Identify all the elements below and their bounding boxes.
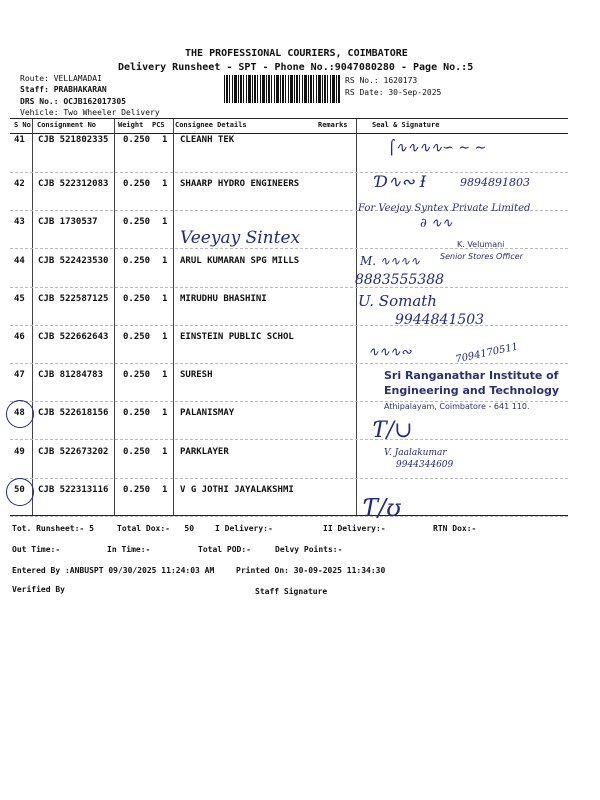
cell-sno: 41 — [14, 135, 25, 145]
cell-name: SURESH — [180, 370, 213, 381]
cell-cons: CJB 522662643 — [38, 332, 109, 342]
col-weight: Weight — [118, 121, 144, 129]
runsheet-subtitle: Delivery Runsheet - SPT - Phone No.:9047080280 - Page No.:5 — [118, 62, 474, 73]
cell-pcs: 1 — [162, 293, 168, 304]
cell-sno: 45 — [14, 293, 25, 304]
cell-name: MIRUDHU BHASHINI — [180, 293, 267, 304]
company-name: THE PROFESSIONAL COURIERS, COIMBATORE — [185, 48, 408, 59]
drs-number: DRS No.: OCJB162017305 — [20, 97, 126, 106]
cell-cons: CJB 522673202 — [38, 446, 109, 457]
officer-stamp: K. Velumani — [457, 240, 505, 249]
cell-pcs: 1 — [162, 408, 168, 419]
handwritten-consignee: Veeyay Sintex — [180, 228, 301, 248]
cell-pcs: 1 — [162, 332, 168, 342]
signature-scribble: ⌠∿∿∿∿∽ ∼ ∼ — [388, 140, 487, 156]
signature-scribble: ∿∿∿∾ — [368, 345, 412, 360]
signature-scribble: Ƭ/∪ — [372, 418, 413, 443]
rtn-dox: RTN Dox:- — [433, 524, 477, 533]
handwritten-phone: 9944344609 — [396, 460, 454, 470]
handwritten-name: V. Jaalakumar — [384, 448, 447, 458]
staff-label: Staff: PRABHAKARAN — [20, 85, 107, 94]
col-consignment: Consignment No — [37, 121, 97, 129]
cell-sno: 42 — [14, 179, 25, 190]
staff-signature: Staff Signature — [255, 587, 328, 596]
cell-weight: 0.250 — [123, 370, 151, 381]
cell-weight: 0.250 — [123, 484, 151, 495]
handwritten-phone: 8883555388 — [355, 272, 445, 288]
handwritten-phone: 9894891803 — [460, 176, 530, 189]
table-row — [10, 286, 568, 326]
signature-scribble: M. ∿∿∿∿ — [360, 254, 421, 268]
cell-sno: 50 — [14, 484, 25, 495]
cell-cons: CJB 522313116 — [38, 484, 109, 495]
officer-stamp: Senior Stores Officer — [440, 252, 523, 261]
route-label: Route: VELLAMADAI — [20, 74, 102, 83]
printed-on: Printed On: 30-09-2025 11:34:30 — [236, 566, 386, 575]
cell-name: SHAARP HYDRO ENGINEERS — [180, 179, 300, 190]
handwritten-phone: 9944841503 — [395, 312, 485, 328]
tot-runsheet: Tot. Runsheet:- 5 — [12, 524, 94, 533]
cell-cons: CJB 522312083 — [38, 179, 109, 190]
cell-weight: 0.250 — [123, 135, 151, 145]
col-sno: S No — [14, 121, 31, 129]
circle-mark — [6, 400, 34, 428]
signature-scribble: Ƭ/ʊ — [362, 494, 401, 522]
signature-scribble: Ɗ∿∾ Ɨ — [375, 172, 427, 191]
cell-sno: 49 — [14, 446, 25, 457]
cell-sno: 43 — [14, 217, 25, 228]
cell-cons: CJB 522423530 — [38, 255, 109, 266]
cell-name: PALANISMAY — [180, 408, 235, 419]
barcode — [224, 75, 340, 103]
signature-scribble: ∂ ∿∿ — [420, 216, 453, 231]
total-pod: Total POD:- — [198, 545, 251, 554]
cell-weight: 0.250 — [123, 293, 151, 304]
cell-cons: CJB 81284783 — [38, 370, 104, 381]
institute-stamp: Sri Ranganathar Institute of — [384, 369, 559, 382]
cell-sno: 44 — [14, 255, 25, 266]
handwritten-phone: 7094170511 — [454, 341, 520, 366]
cell-weight: 0.250 — [123, 255, 151, 266]
cell-pcs: 1 — [162, 484, 168, 495]
cell-pcs: 1 — [162, 179, 168, 190]
cell-weight: 0.250 — [123, 408, 151, 419]
cell-pcs: 1 — [162, 370, 168, 381]
cell-pcs: 1 — [162, 217, 168, 228]
cell-name: EINSTEIN PUBLIC SCHOL — [180, 332, 294, 342]
cell-name: ARUL KUMARAN SPG MILLS — [180, 255, 300, 266]
ii-delivery: II Delivery:- — [323, 524, 386, 533]
table-row — [10, 439, 568, 479]
in-time: In Time:- — [107, 545, 151, 554]
cell-weight: 0.250 — [123, 179, 151, 190]
total-dox: Total Dox:- 50 — [117, 524, 195, 533]
cell-sno: 48 — [14, 408, 25, 419]
handwritten-name: U. Somath — [358, 292, 437, 310]
cell-pcs: 1 — [162, 446, 168, 457]
cell-name: V G JOTHI JAYALAKSHMI — [180, 484, 294, 495]
i-delivery: I Delivery:- — [215, 524, 273, 533]
cell-sno: 46 — [14, 332, 25, 342]
cell-name: PARKLAYER — [180, 446, 229, 457]
cell-sno: 47 — [14, 370, 25, 381]
vehicle-label: Vehicle: Two Wheeler Delivery — [20, 108, 160, 117]
verified-by: Verified By — [12, 585, 65, 594]
col-consignee: Consignee Details — [175, 121, 247, 129]
cell-pcs: 1 — [162, 135, 168, 145]
table-header — [10, 119, 568, 134]
col-pcs: PCS — [152, 121, 165, 129]
cell-weight: 0.250 — [123, 217, 151, 228]
cell-weight: 0.250 — [123, 446, 151, 457]
delvy-points: Delvy Points:- — [275, 545, 343, 554]
rs-date: RS Date: 30-Sep-2025 — [345, 88, 442, 97]
col-remarks: Remarks — [318, 121, 348, 129]
circle-mark — [6, 478, 34, 506]
cell-pcs: 1 — [162, 255, 168, 266]
out-time: Out Time:- — [12, 545, 61, 554]
entered-by: Entered By :ANBUSPT 09/30/2025 11:24:03 AM — [12, 566, 215, 575]
cell-cons: CJB 521802335 — [38, 135, 109, 145]
company-stamp: For Veejay Syntex Private Limited — [358, 203, 531, 214]
rs-number: RS No.: 1620173 — [345, 76, 418, 85]
col-seal: Seal & Signature — [372, 121, 440, 129]
cell-cons: CJB 1730537 — [38, 217, 98, 228]
table-row — [10, 477, 568, 517]
cell-name: CLEANH TEK — [180, 135, 235, 145]
institute-stamp: Engineering and Technology — [384, 384, 560, 397]
cell-cons: CJB 522618156 — [38, 408, 109, 419]
institute-stamp: Athipalayam, Coimbatore - 641 110. — [384, 402, 530, 411]
cell-weight: 0.250 — [123, 332, 151, 342]
cell-cons: CJB 522587125 — [38, 293, 109, 304]
